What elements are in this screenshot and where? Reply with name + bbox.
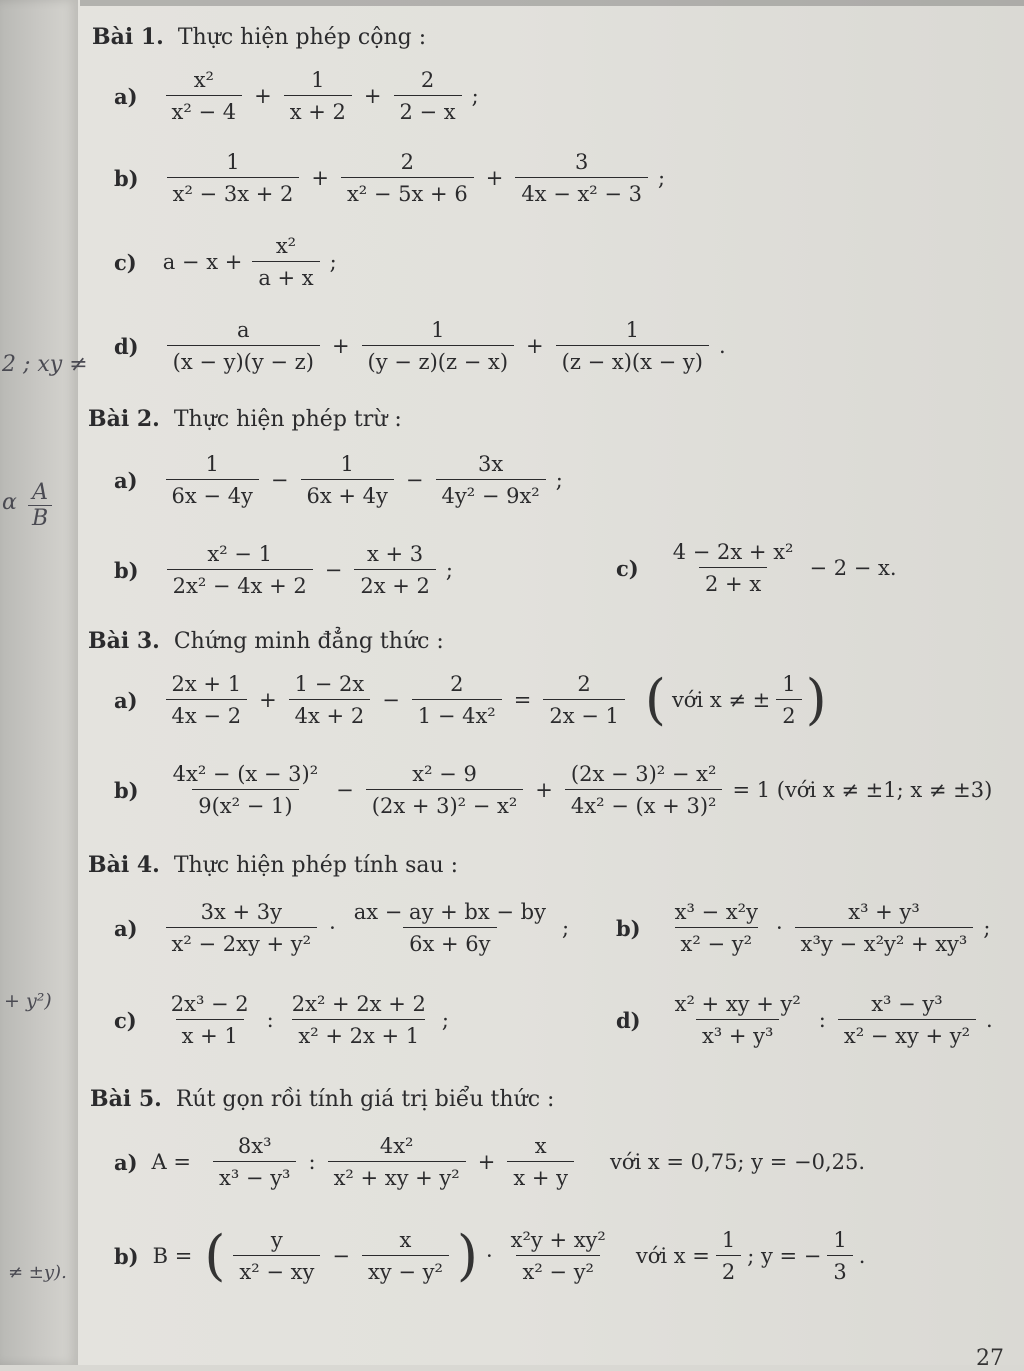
denominator: xy − y² (362, 1255, 449, 1284)
gutter-note-fraction-num: A (32, 480, 49, 505)
denominator: x³ − y³ (213, 1161, 297, 1190)
numerator: (2x − 3)² − x² (570, 762, 717, 786)
divide-colon: : (308, 1150, 316, 1174)
bai1-d-label: d) (114, 333, 139, 359)
bai5-b (114, 1224, 869, 1287)
numerator: x³ + y³ (848, 900, 920, 924)
fraction (565, 762, 723, 818)
fraction (166, 672, 248, 728)
minus-sign: − (332, 1244, 350, 1268)
identity-result: = 1 (với x ≠ ±1; x ≠ ±3) (732, 778, 993, 802)
denominator: x² − 2xy + y² (166, 927, 318, 956)
divide-colon: : (266, 1008, 274, 1032)
right-paren: ) (456, 1224, 478, 1287)
denominator: x² − y² (516, 1255, 600, 1284)
numerator: 1 (311, 68, 325, 92)
plus-sign: + (535, 778, 553, 802)
fraction (667, 540, 800, 596)
denominator: 6x − 4y (166, 479, 259, 508)
numerator: 1 (721, 1228, 736, 1252)
numerator: x³ − y³ (871, 992, 943, 1016)
multiply-dot: · (485, 1244, 493, 1268)
numerator: x (399, 1228, 412, 1252)
header-strip (80, 0, 1024, 6)
fraction (556, 318, 709, 374)
denominator: 2 (776, 699, 801, 728)
end-mark: . (858, 1244, 866, 1268)
bai5-a (114, 1134, 869, 1190)
numerator: x² (275, 234, 297, 258)
bai1-b (114, 150, 669, 206)
denominator: x² + xy + y² (328, 1161, 466, 1190)
bai2-number: Bài 2. (88, 406, 160, 432)
numerator: 2x² + 2x + 2 (291, 992, 426, 1016)
fraction (716, 1228, 741, 1284)
minus-sign: − (382, 688, 400, 712)
minus-sign: − (324, 558, 343, 582)
numerator: y (270, 1228, 283, 1252)
equals-sign: = (513, 688, 532, 712)
numerator: 3x (478, 452, 504, 476)
fraction (838, 992, 976, 1048)
bai4-number: Bài 4. (88, 852, 160, 878)
numerator: ax − ay + bx − by (353, 900, 546, 924)
plus-sign: + (526, 334, 544, 358)
denominator: x² − 5x + 6 (341, 177, 474, 206)
fraction (362, 1228, 449, 1284)
bai1-title: Thực hiện phép cộng : (177, 25, 427, 50)
bai4-title: Thực hiện phép tính sau : (173, 853, 459, 878)
fraction (213, 1134, 297, 1190)
bai4-d-label: d) (616, 1007, 641, 1033)
denominator: 4x − x² − 3 (515, 177, 648, 206)
fraction (166, 68, 243, 124)
bai5-number: Bài 5. (90, 1086, 162, 1112)
denominator: x² − xy (233, 1255, 320, 1284)
numerator: 1 (782, 672, 796, 696)
plus-sign: + (254, 84, 272, 108)
fraction (507, 1134, 574, 1190)
minus-sign: − (336, 778, 354, 802)
bai3-a-label: a) (114, 687, 138, 713)
plus-sign: + (311, 166, 329, 190)
end-mark: ; (658, 166, 666, 190)
numerator: 4x² (379, 1134, 414, 1158)
gutter-note-xy: 2 ; xy ≠ (2, 352, 88, 377)
bai2-a (114, 452, 567, 508)
bai1-b-label: b) (114, 165, 139, 191)
bai4-c (114, 992, 453, 1048)
numerator: 8x³ (237, 1134, 272, 1158)
end-mark: ; (983, 916, 991, 940)
bai1-number: Bài 1. (92, 24, 164, 50)
fraction (543, 672, 625, 728)
numerator: x² − 1 (207, 542, 272, 566)
fraction (301, 452, 394, 508)
fraction (436, 452, 546, 508)
denominator: 2 (716, 1255, 741, 1284)
plus-sign: + (485, 166, 504, 190)
numerator: 1 (625, 318, 639, 342)
fraction (166, 452, 259, 508)
bai1-d (114, 318, 730, 374)
gutter-note-alpha: α (2, 490, 17, 515)
fraction (167, 318, 320, 374)
bai1-c (114, 234, 341, 290)
bai2-c (616, 540, 901, 596)
bai2-c-label: c) (616, 555, 639, 581)
denominator: 2 − x (394, 95, 462, 124)
fraction (795, 900, 974, 956)
denominator: 4y² − 9x² (436, 479, 546, 508)
numerator: x² (193, 68, 214, 92)
bai2-b-label: b) (114, 557, 139, 583)
bai5-title: Rút gọn rồi tính giá trị biểu thức : (175, 1087, 555, 1112)
fraction (669, 900, 764, 956)
fraction (341, 150, 474, 206)
bai1-a-label: a) (114, 83, 138, 109)
denominator: (x − y)(y − z) (167, 345, 320, 374)
end-mark: ; (561, 916, 570, 940)
denominator: 4x + 2 (289, 699, 371, 728)
numerator: 2x³ − 2 (170, 992, 249, 1016)
numerator: a (237, 318, 250, 342)
fraction (669, 992, 807, 1048)
fraction (362, 318, 515, 374)
bai2-a-label: a) (114, 467, 138, 493)
end-mark: . (718, 334, 726, 358)
numerator: x + 3 (367, 542, 424, 566)
bai3-b (114, 762, 996, 818)
bai3-a (114, 668, 829, 731)
numerator: x³ − x²y (674, 900, 758, 924)
end-mark: ; (471, 84, 479, 108)
numerator: 1 (431, 318, 445, 342)
minus-sign: − (270, 468, 289, 492)
bai4-b-label: b) (616, 915, 641, 941)
expression-prefix: a − x + (162, 250, 243, 274)
end-mark: ; (329, 250, 337, 274)
condition-text: với x ≠ ± (671, 688, 771, 712)
denominator: 9(x² − 1) (192, 789, 298, 818)
numerator: x (534, 1134, 547, 1158)
bai5-heading (90, 1086, 554, 1112)
fraction (167, 542, 313, 598)
plus-sign: + (363, 84, 382, 108)
condition-mid: ; y = − (747, 1244, 822, 1268)
plus-sign: + (477, 1150, 496, 1174)
fraction (284, 68, 352, 124)
bai3-title: Chứng minh đẳng thức : (173, 629, 444, 654)
minus-sign: − (405, 468, 424, 492)
fraction (233, 1228, 320, 1284)
end-mark: ; (555, 468, 563, 492)
numerator: 1 (833, 1228, 847, 1252)
denominator: 4x − 2 (166, 699, 248, 728)
fraction (366, 762, 524, 818)
end-mark: ; (441, 1008, 449, 1032)
bai1-heading (92, 24, 426, 50)
numerator: 2 (577, 672, 591, 696)
bai1-a (114, 68, 483, 124)
fraction (394, 68, 462, 124)
gutter-note-y2: + y²) (4, 990, 52, 1012)
denominator: x² − xy + y² (838, 1019, 976, 1048)
numerator: 2 (450, 672, 464, 696)
end-mark: ; (445, 558, 453, 582)
right-paren: ) (805, 668, 827, 731)
fraction (328, 1134, 466, 1190)
fraction (252, 234, 319, 290)
bai4-d (616, 992, 997, 1048)
gutter-note-fraction (28, 480, 52, 531)
numerator: x² − 9 (412, 762, 477, 786)
numerator: 3 (574, 150, 589, 174)
bai5-b-label: b) (114, 1243, 139, 1269)
page-gutter (0, 0, 78, 1365)
end-mark: . (986, 1008, 993, 1032)
fraction (167, 150, 300, 206)
divide-colon: : (818, 1008, 826, 1032)
denominator: x² − 4 (166, 95, 243, 124)
numerator: 2x + 1 (171, 672, 242, 696)
denominator: 2x + 2 (354, 569, 436, 598)
numerator: 1 (226, 150, 240, 174)
expression-name: A = (151, 1150, 191, 1174)
bai4-heading (88, 852, 458, 878)
denominator: 6x + 4y (301, 479, 394, 508)
denominator: 3 (827, 1255, 852, 1284)
fraction (289, 672, 371, 728)
denominator: 1 − 4x² (412, 699, 502, 728)
denominator: x + 1 (176, 1019, 244, 1048)
numerator: 2 (400, 150, 415, 174)
numerator: 1 (205, 452, 219, 476)
multiply-dot: · (329, 916, 336, 940)
fraction (505, 1228, 612, 1284)
page-number: 27 (976, 1346, 1004, 1371)
denominator: 6x + 6y (403, 927, 496, 956)
fraction (776, 672, 801, 728)
denominator: x² − 3x + 2 (167, 177, 300, 206)
denominator: a + x (252, 261, 319, 290)
bai5-a-label: a) (114, 1149, 138, 1175)
denominator: 2x − 1 (543, 699, 625, 728)
denominator: x² − y² (675, 927, 759, 956)
fraction (286, 992, 432, 1048)
denominator: x² + 2x + 1 (292, 1019, 425, 1048)
numerator: 4 − 2x + x² (672, 540, 794, 564)
fraction (515, 150, 648, 206)
bai2-b (114, 542, 457, 598)
fraction (827, 1228, 852, 1284)
bai4-a (114, 900, 573, 956)
bai4-a-label: a) (114, 915, 138, 941)
multiply-dot: · (775, 916, 783, 940)
fraction (166, 900, 318, 956)
numerator: x²y + xy² (510, 1228, 606, 1252)
plus-sign: + (259, 688, 277, 712)
denominator: x³ + y³ (696, 1019, 780, 1048)
bai4-b (616, 900, 994, 956)
numerator: 3x + 3y (200, 900, 282, 924)
bai4-c-label: c) (114, 1007, 137, 1033)
fraction (165, 992, 255, 1048)
denominator: 2 + x (699, 567, 767, 596)
bai3-heading (88, 628, 444, 654)
left-paren: ( (644, 668, 666, 731)
gutter-note-fraction-den: B (28, 505, 52, 531)
numerator: 4x² − (x − 3)² (172, 762, 319, 786)
bai2-heading (88, 406, 402, 432)
numerator: x² + xy + y² (674, 992, 801, 1016)
expression-name: B = (152, 1244, 193, 1268)
numerator: 1 − 2x (294, 672, 365, 696)
numerator: 1 (340, 452, 354, 476)
condition-text: với x = 0,75; y = −0,25. (609, 1150, 866, 1174)
numerator: 2 (420, 68, 435, 92)
left-paren: ( (204, 1224, 226, 1287)
fraction (412, 672, 502, 728)
denominator: (2x + 3)² − x² (366, 789, 524, 818)
bai3-number: Bài 3. (88, 628, 160, 654)
denominator: x³y − x²y² + xy³ (795, 927, 974, 956)
fraction (167, 762, 325, 818)
plus-sign: + (331, 334, 350, 358)
bai2-title: Thực hiện phép trừ : (173, 407, 402, 432)
denominator: 4x² − (x + 3)² (565, 789, 723, 818)
gutter-note-bottom: ≠ ±y). (8, 1262, 67, 1283)
denominator: x + 2 (284, 95, 352, 124)
denominator: 2x² − 4x + 2 (167, 569, 313, 598)
fraction (348, 900, 552, 956)
bai3-b-label: b) (114, 777, 139, 803)
expression-suffix: − 2 − x. (809, 556, 897, 580)
bai1-c-label: c) (114, 249, 137, 275)
denominator: (y − z)(z − x) (362, 345, 515, 374)
denominator: x + y (507, 1161, 574, 1190)
fraction (354, 542, 436, 598)
denominator: (z − x)(x − y) (556, 345, 709, 374)
condition-text: với x = (635, 1244, 710, 1268)
